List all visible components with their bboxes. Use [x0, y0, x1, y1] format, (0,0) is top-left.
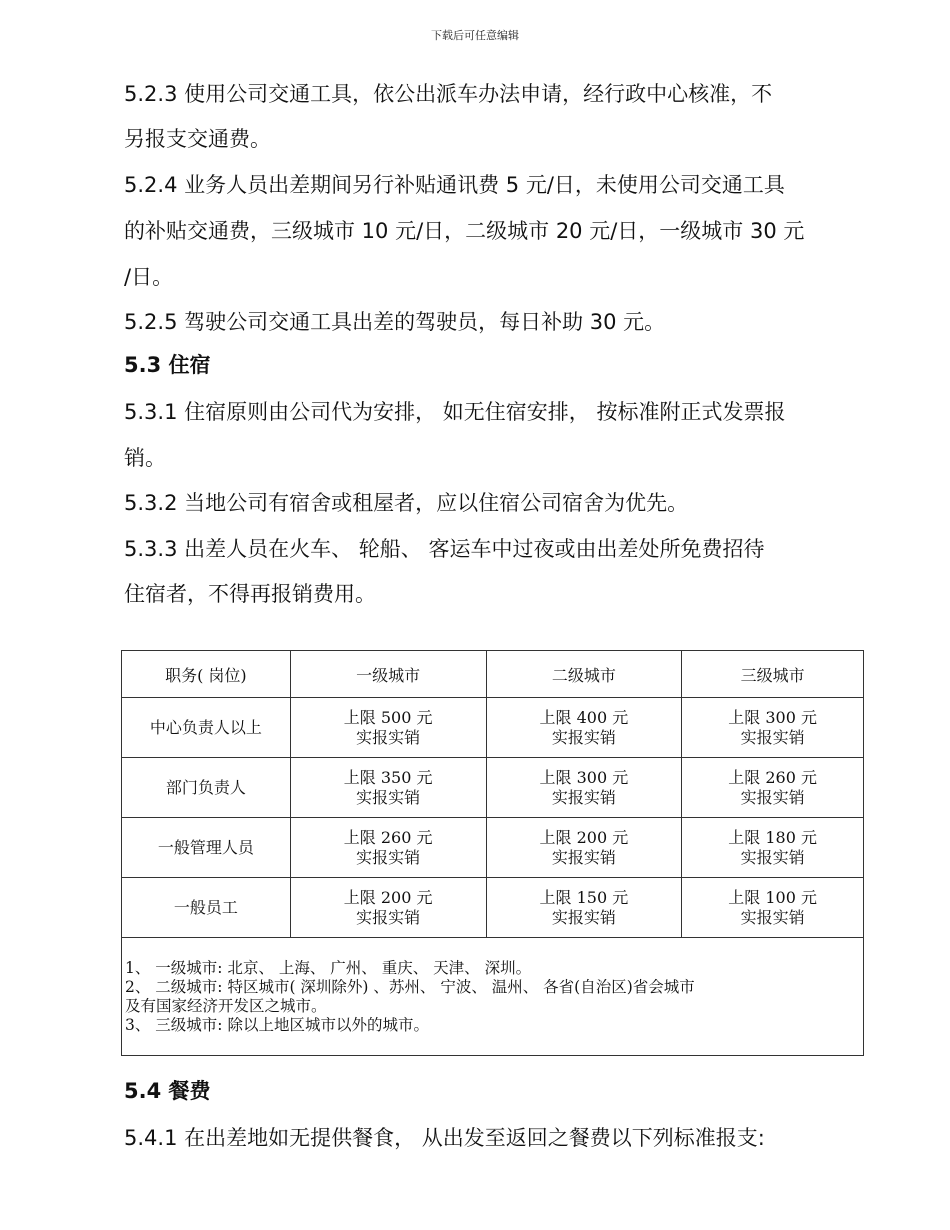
limit-text: 上限 400 元: [539, 707, 629, 727]
table-row: [122, 698, 864, 758]
tier3-cell: [682, 698, 864, 758]
limit-text: 上限 500 元: [343, 707, 433, 727]
limit-text: 上限 150 元: [539, 887, 629, 907]
paragraph-5-2-3-line1: 5.2.3 使用公司交通工具，依公出派车办法申请，经行政中心核准，不: [124, 82, 773, 106]
city-tier-notes: [122, 938, 864, 1056]
reimburse-text: 实报实销: [356, 907, 421, 927]
header-role: 职务( 岗位): [122, 651, 291, 698]
paragraph-5-2-4-line2: 的补贴交通费，三级城市 10 元/日，二级城市 20 元/日，一级城市 30 元: [124, 219, 805, 243]
paragraph-5-3-3-line1: 5.3.3 出差人员在火车、 轮船、 客运车中过夜或由出差处所免费招待: [124, 537, 765, 561]
table-header-row: [122, 651, 864, 698]
reimburse-text: 实报实销: [551, 727, 616, 747]
heading-5-4: 5.4 餐费: [124, 1079, 211, 1103]
tier1-cell: [290, 878, 486, 938]
header-tier2: 二级城市: [486, 651, 682, 698]
reimburse-text: 实报实销: [356, 847, 421, 867]
paragraph-5-3-2: 5.3.2 当地公司有宿舍或租屋者，应以住宿公司宿舍为优先。: [124, 491, 689, 515]
role-cell: 一般管理人员: [122, 818, 291, 878]
reimburse-text: 实报实销: [356, 787, 421, 807]
limit-text: 上限 200 元: [539, 827, 629, 847]
paragraph-5-2-4-line1: 5.2.4 业务人员出差期间另行补贴通讯费 5 元/日，未使用公司交通工具: [124, 173, 785, 197]
page-header: 下载后可任意编辑: [431, 29, 519, 42]
limit-text: 上限 260 元: [343, 827, 433, 847]
tier2-cell: [486, 818, 682, 878]
tier1-cell: [290, 698, 486, 758]
note-line: 1、 一级城市: 北京、 上海、 广州、 重庆、 天津、 深圳。: [125, 958, 532, 977]
lodging-standard-table: [121, 650, 864, 1056]
limit-text: 上限 180 元: [728, 827, 817, 847]
limit-text: 上限 100 元: [728, 887, 817, 907]
limit-text: 上限 200 元: [343, 887, 433, 907]
reimburse-text: 实报实销: [740, 727, 805, 747]
paragraph-5-2-4-line3: /日。: [124, 265, 174, 289]
paragraph-5-3-1-line1: 5.3.1 住宿原则由公司代为安排， 如无住宿安排， 按标准附正式发票报: [124, 400, 786, 424]
reimburse-text: 实报实销: [356, 727, 421, 747]
table-row: [122, 758, 864, 818]
reimburse-text: 实报实销: [740, 847, 805, 867]
role-cell: 中心负责人以上: [122, 698, 291, 758]
header-tier1: 一级城市: [290, 651, 486, 698]
tier3-cell: [682, 878, 864, 938]
reimburse-text: 实报实销: [551, 787, 616, 807]
paragraph-5-3-1-line2: 销。: [124, 446, 166, 470]
paragraph-5-4-1: 5.4.1 在出差地如无提供餐食， 从出发至返回之餐费以下列标准报支:: [124, 1126, 765, 1150]
limit-text: 上限 260 元: [728, 767, 817, 787]
table-notes-row: [122, 938, 864, 1056]
reimburse-text: 实报实销: [551, 907, 616, 927]
paragraph-5-2-3-line2: 另报支交通费。: [124, 127, 271, 151]
limit-text: 上限 300 元: [539, 767, 629, 787]
role-cell: 部门负责人: [122, 758, 291, 818]
tier1-cell: [290, 758, 486, 818]
heading-5-3: 5.3 住宿: [124, 353, 211, 377]
limit-text: 上限 350 元: [343, 767, 433, 787]
limit-text: 上限 300 元: [728, 707, 817, 727]
reimburse-text: 实报实销: [551, 847, 616, 867]
tier2-cell: [486, 878, 682, 938]
table-row: [122, 878, 864, 938]
tier3-cell: [682, 818, 864, 878]
header-tier3: 三级城市: [682, 651, 864, 698]
reimburse-text: 实报实销: [740, 907, 805, 927]
paragraph-5-3-3-line2: 住宿者，不得再报销费用。: [124, 582, 376, 606]
tier2-cell: [486, 758, 682, 818]
paragraph-5-2-5: 5.2.5 驾驶公司交通工具出差的驾驶员，每日补助 30 元。: [124, 310, 666, 334]
table-row: [122, 818, 864, 878]
note-line: 2、 二级城市: 特区城市( 深圳除外) 、苏州、 宁波、 温州、 各省(自治区)省会城市: [125, 977, 695, 996]
tier3-cell: [682, 758, 864, 818]
note-line: 3、 三级城市: 除以上地区城市以外的城市。: [125, 1015, 429, 1034]
reimburse-text: 实报实销: [740, 787, 805, 807]
role-cell: 一般员工: [122, 878, 291, 938]
note-line: 及有国家经济开发区之城市。: [125, 996, 327, 1015]
tier2-cell: [486, 698, 682, 758]
tier1-cell: [290, 818, 486, 878]
